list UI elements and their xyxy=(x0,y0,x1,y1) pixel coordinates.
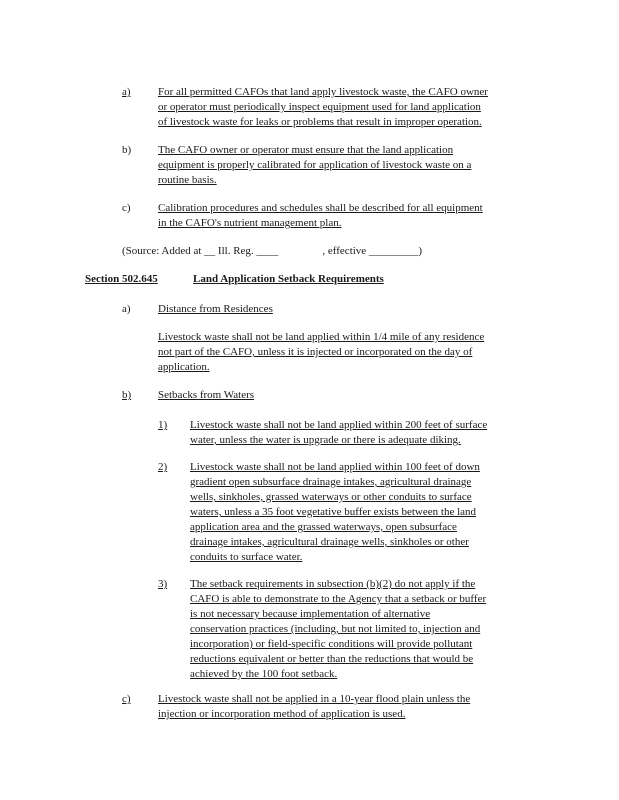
text-line: Livestock waste shall not be land applied within 200 feet of surface xyxy=(190,419,488,431)
text-line: injection or incorporation method of application is used. xyxy=(158,708,406,720)
text-line: reductions equivalent or better than the reductions that would be xyxy=(190,653,474,665)
text-line: application area and the grassed waterways, open subsurface xyxy=(190,521,457,533)
item-label: a) xyxy=(122,86,131,98)
text-line: CAFO is able to demonstrate to the Agency that a setback or buffer xyxy=(190,593,487,605)
source-note: (Source: Added at __ Ill. Reg. ____ , effective _________) xyxy=(122,245,423,257)
text-line: Calibration procedures and schedules shall be described for all equipment xyxy=(158,202,483,214)
text-line: is not necessary because implementation of alternative xyxy=(190,608,431,620)
text-line: wells, sinkholes, grassed waterways or other conduits to surface xyxy=(190,491,472,503)
text-line: Livestock waste shall not be land applied within 100 feet of down xyxy=(190,461,480,473)
item-label: 3) xyxy=(158,578,168,590)
text-line: achieved by the 100 foot setback. xyxy=(190,668,338,680)
section-number: Section 502.645 xyxy=(85,273,158,285)
item-label: b) xyxy=(122,144,132,156)
item-label: 1) xyxy=(158,419,168,431)
text-line: For all permitted CAFOs that land apply livestock waste, the CAFO owner xyxy=(158,86,488,98)
text-line: conservation practices (including, but not limited to, injection and xyxy=(190,623,481,635)
text-line: water, unless the water is upgrade or there is adequate diking. xyxy=(190,434,461,446)
text-line: drainage intakes, agricultural drainage wells, sinkholes or other xyxy=(190,536,469,548)
text-line: or operator must periodically inspect equipment used for land application xyxy=(158,101,481,113)
text-line: not part of the CAFO, unless it is injected or incorporated on the day of xyxy=(158,346,473,358)
subsection-label: c) xyxy=(122,693,131,705)
text-line: Livestock waste shall not be land applied within 1/4 mile of any residence xyxy=(158,331,485,343)
item-label: 2) xyxy=(158,461,168,473)
text-line: in the CAFO's nutrient management plan. xyxy=(158,217,342,229)
text-line: The CAFO owner or operator must ensure that the land application xyxy=(158,144,454,156)
text-line: The setback requirements in subsection (b)(2) do not apply if the xyxy=(190,578,476,590)
text-line: waters, unless a 35 foot vegetative buffer exists between the land xyxy=(190,506,477,518)
text-line: routine basis. xyxy=(158,174,217,186)
item-label: c) xyxy=(122,202,131,214)
text-line: Livestock waste shall not be applied in a 10-year flood plain unless the xyxy=(158,693,471,705)
text-line: incorporation) or field-specific conditions will provide pollutant xyxy=(190,638,473,650)
subsection-label: a) xyxy=(122,303,131,315)
text-line: application. xyxy=(158,361,210,373)
text-line: equipment is properly calibrated for application of livestock waste on a xyxy=(158,159,472,171)
subsection-heading: Distance from Residences xyxy=(158,303,273,315)
subsection-label: b) xyxy=(122,389,132,401)
section-title: Land Application Setback Requirements xyxy=(193,273,384,285)
text-line: of livestock waste for leaks or problems that result in improper operation. xyxy=(158,116,482,128)
subsection-heading: Setbacks from Waters xyxy=(158,389,255,401)
text-line: conduits to surface water. xyxy=(190,551,303,563)
text-line: gradient open subsurface drainage intakes, agricultural drainage xyxy=(190,476,472,488)
